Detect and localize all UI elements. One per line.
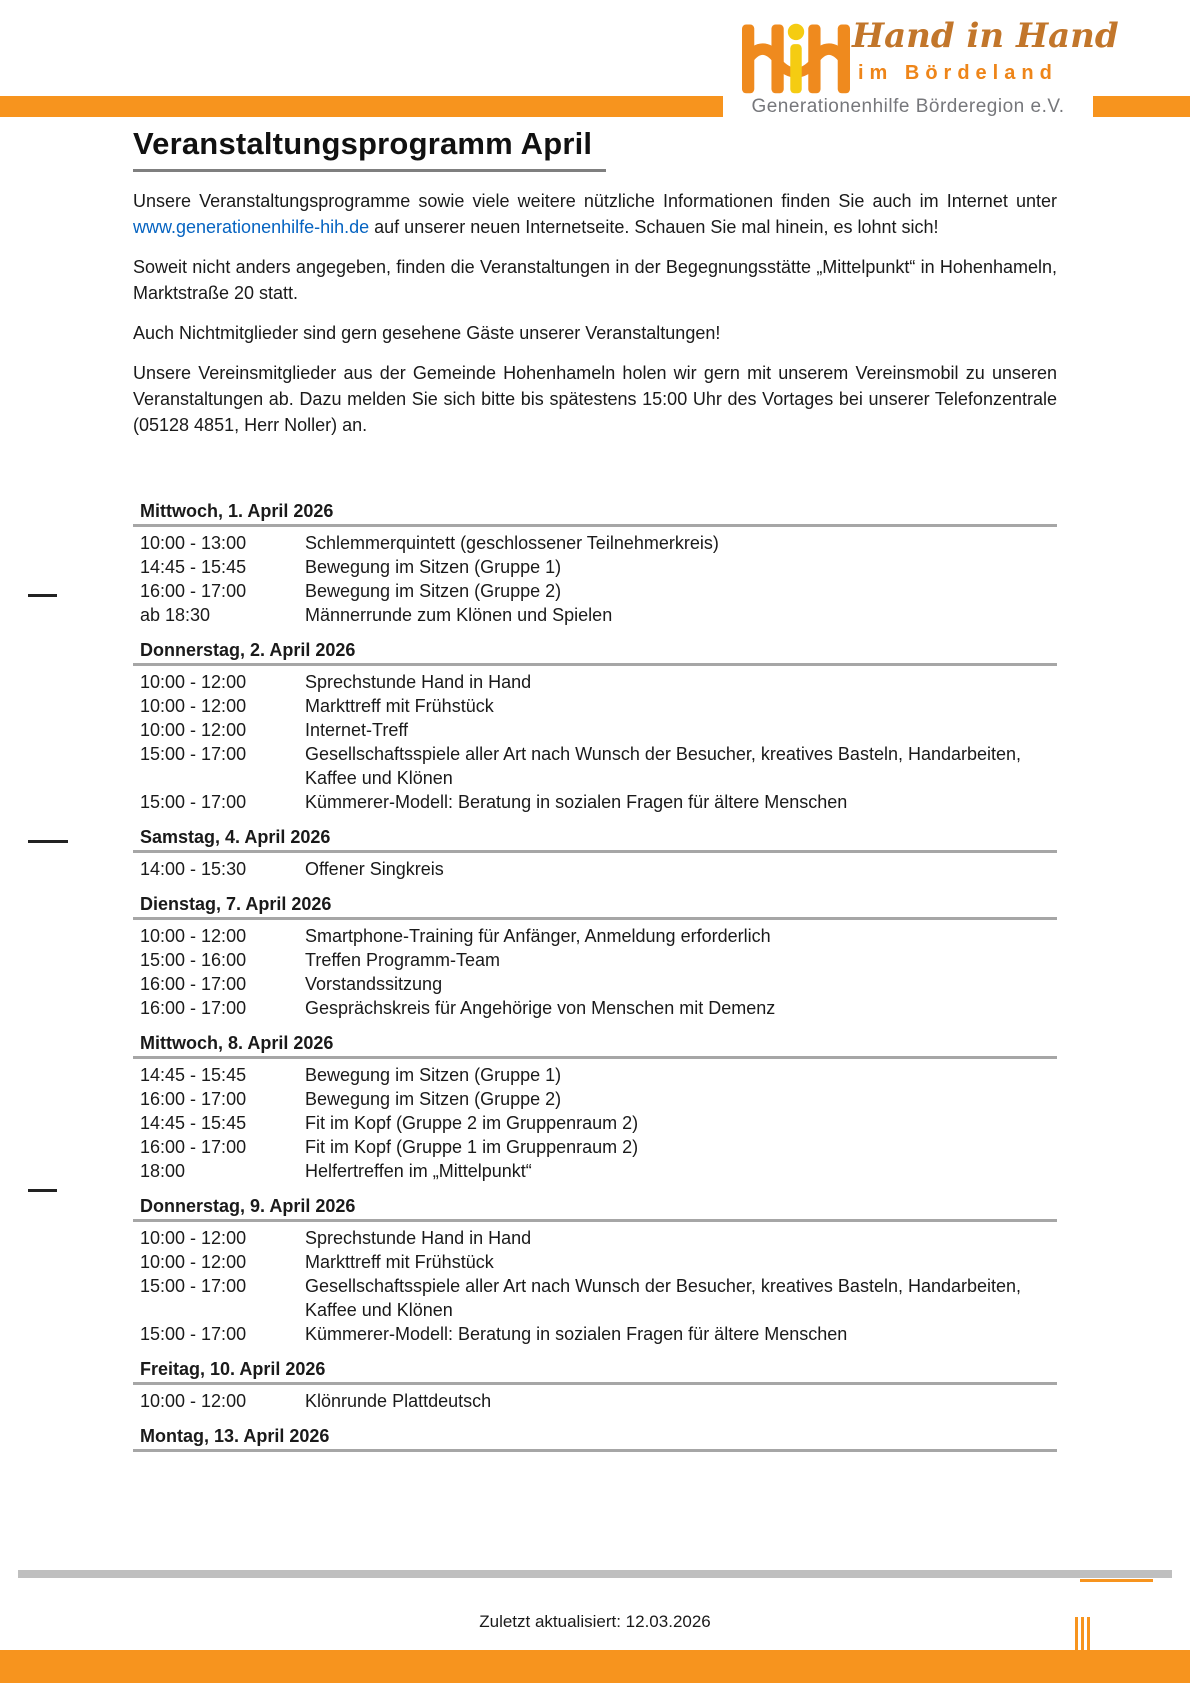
footer-divider bbox=[18, 1570, 1172, 1578]
event-time: 14:45 - 15:45 bbox=[140, 1065, 247, 1085]
event-row bbox=[133, 742, 1057, 790]
event-time: 10:00 - 12:00 bbox=[140, 926, 247, 946]
event-title: Fit im Kopf (Gruppe 2 im Gruppenraum 2) bbox=[305, 1113, 639, 1133]
event-title: Internet-Treff bbox=[305, 720, 409, 740]
event-row bbox=[133, 972, 1057, 996]
event-title: Bewegung im Sitzen (Gruppe 2) bbox=[305, 1089, 562, 1109]
event-row bbox=[133, 948, 1057, 972]
intro-paragraph-1 bbox=[133, 188, 1057, 240]
event-row bbox=[133, 924, 1057, 948]
event-time: 14:45 - 15:45 bbox=[140, 1113, 247, 1133]
hih-logo-icon bbox=[742, 12, 850, 96]
website-link[interactable]: www.generationenhilfe-hih.de bbox=[133, 217, 370, 237]
event-time: 10:00 - 12:00 bbox=[140, 1228, 247, 1248]
footer-divider-accent bbox=[1080, 1579, 1153, 1582]
event-title: Kümmerer-Modell: Beratung in sozialen Fragen für ältere Menschen bbox=[305, 792, 848, 812]
event-time: 10:00 - 12:00 bbox=[140, 696, 247, 716]
event-title: Klönrunde Plattdeutsch bbox=[305, 1391, 492, 1411]
event-title: Vorstandssitzung bbox=[305, 974, 443, 994]
footer-note: Zuletzt aktualisiert: 12.03.2026 bbox=[479, 1612, 711, 1631]
event-title: Gesellschaftsspiele aller Art nach Wunsch der Besucher, kreatives Basteln, Handarbeiten, Kaffee und Klönen bbox=[305, 1276, 1022, 1320]
top-orange-bar bbox=[0, 96, 1190, 117]
event-time: 15:00 - 17:00 bbox=[140, 1276, 247, 1296]
event-title: Sprechstunde Hand in Hand bbox=[305, 672, 532, 692]
event-title: Sprechstunde Hand in Hand bbox=[305, 1228, 532, 1248]
event-row bbox=[133, 1159, 1057, 1183]
event-time: 14:45 - 15:45 bbox=[140, 557, 247, 577]
event-row bbox=[133, 790, 1057, 814]
event-time: 16:00 - 17:00 bbox=[140, 998, 247, 1018]
event-time: 16:00 - 17:00 bbox=[140, 1089, 247, 1109]
event-time: 10:00 - 12:00 bbox=[140, 672, 247, 692]
event-time: 16:00 - 17:00 bbox=[140, 581, 247, 601]
intro-paragraph-2: Soweit nicht anders angegeben, finden die Veranstaltungen in der Begegnungsstätte „Mittelpunkt“ in Hohenhameln, Marktstraße 20 statt. bbox=[133, 257, 1057, 303]
event-row bbox=[133, 996, 1057, 1020]
event-title: Gesprächskreis für Angehörige von Menschen mit Demenz bbox=[305, 998, 776, 1018]
day-section bbox=[133, 893, 1057, 1020]
event-time: 10:00 - 12:00 bbox=[140, 1252, 247, 1272]
event-title: Helfertreffen im „Mittelpunkt“ bbox=[305, 1161, 532, 1181]
event-title: Bewegung im Sitzen (Gruppe 1) bbox=[305, 557, 562, 577]
brand-name: Hand in Hand bbox=[852, 16, 1119, 56]
fold-mark bbox=[28, 594, 57, 597]
event-row bbox=[133, 1063, 1057, 1087]
event-time: ab 18:30 bbox=[140, 605, 211, 625]
intro-p1-text-after: auf unserer neuen Internetseite. Schauen Sie mal hinein, es lohnt sich! bbox=[369, 217, 939, 237]
title-wrap bbox=[133, 126, 606, 172]
event-row bbox=[133, 579, 1057, 603]
fold-mark bbox=[28, 840, 68, 843]
intro bbox=[133, 188, 1057, 452]
event-title: Fit im Kopf (Gruppe 1 im Gruppenraum 2) bbox=[305, 1137, 639, 1157]
event-row bbox=[133, 1250, 1057, 1274]
intro-p1-text-before: Unsere Veranstaltungsprogramme sowie viele weitere nützliche Informationen finden Sie auch im Internet unter bbox=[133, 191, 1057, 211]
event-row bbox=[133, 603, 1057, 627]
event-title: Kümmerer-Modell: Beratung in sozialen Fragen für ältere Menschen bbox=[305, 1324, 848, 1344]
day-section bbox=[133, 1358, 1057, 1413]
day-header: Samstag, 4. April 2026 bbox=[133, 826, 1057, 853]
event-row bbox=[133, 531, 1057, 555]
event-row bbox=[133, 718, 1057, 742]
event-time: 15:00 - 17:00 bbox=[140, 792, 247, 812]
event-row bbox=[133, 1274, 1057, 1322]
day-header: Freitag, 10. April 2026 bbox=[133, 1358, 1057, 1385]
day-header: Dienstag, 7. April 2026 bbox=[133, 893, 1057, 920]
day-header: Mittwoch, 1. April 2026 bbox=[133, 500, 1057, 527]
event-row bbox=[133, 555, 1057, 579]
event-title: Männerrunde zum Klönen und Spielen bbox=[305, 605, 613, 625]
page-title: Veranstaltungsprogramm April bbox=[133, 126, 606, 172]
bottom-orange-bar bbox=[0, 1650, 1190, 1683]
day-section bbox=[133, 1195, 1057, 1346]
intro-paragraph-4: Unsere Vereinsmitglieder aus der Gemeinde Hohenhameln holen wir gern mit unserem Vereinsmobil zu unseren Veranstaltungen ab. Dazu melden Sie sich bitte bis spätestens 15:00 Uhr des Vortages bei unserer Telefonzentrale (05128 4851, Herr Noller) an. bbox=[133, 363, 1057, 435]
event-time: 10:00 - 13:00 bbox=[140, 533, 247, 553]
schedule bbox=[133, 500, 1057, 1456]
event-time: 15:00 - 17:00 bbox=[140, 744, 247, 764]
event-time: 14:00 - 15:30 bbox=[140, 859, 247, 879]
event-time: 16:00 - 17:00 bbox=[140, 974, 247, 994]
event-row bbox=[133, 1226, 1057, 1250]
event-time: 15:00 - 16:00 bbox=[140, 950, 247, 970]
event-row bbox=[133, 1087, 1057, 1111]
day-section bbox=[133, 1032, 1057, 1183]
day-header: Mittwoch, 8. April 2026 bbox=[133, 1032, 1057, 1059]
event-time: 16:00 - 17:00 bbox=[140, 1137, 247, 1157]
org-name: Generationenhilfe Börderegion e.V. bbox=[751, 96, 1065, 117]
event-row bbox=[133, 1389, 1057, 1413]
event-title: Markttreff mit Frühstück bbox=[305, 1252, 494, 1272]
day-header: Donnerstag, 9. April 2026 bbox=[133, 1195, 1057, 1222]
day-section bbox=[133, 639, 1057, 814]
event-title: Bewegung im Sitzen (Gruppe 2) bbox=[305, 581, 562, 601]
org-name-box bbox=[723, 94, 1093, 120]
event-time: 10:00 - 12:00 bbox=[140, 720, 247, 740]
event-row bbox=[133, 670, 1057, 694]
event-time: 18:00 bbox=[140, 1161, 186, 1181]
fold-mark bbox=[28, 1189, 57, 1192]
event-title: Offener Singkreis bbox=[305, 859, 444, 879]
event-row bbox=[133, 694, 1057, 718]
event-row bbox=[133, 1322, 1057, 1346]
day-header: Donnerstag, 2. April 2026 bbox=[133, 639, 1057, 666]
day-section bbox=[133, 1425, 1057, 1452]
event-time: 15:00 - 17:00 bbox=[140, 1324, 247, 1344]
event-title: Gesellschaftsspiele aller Art nach Wunsch der Besucher, kreatives Basteln, Handarbeiten, Kaffee und Klönen bbox=[305, 744, 1022, 788]
intro-paragraph-3: Auch Nichtmitglieder sind gern gesehene Gäste unserer Veranstaltungen! bbox=[133, 323, 721, 343]
footer-ticks-icon bbox=[1075, 1617, 1090, 1650]
brand-region: im Bördeland bbox=[858, 62, 1058, 84]
event-title: Smartphone-Training für Anfänger, Anmeldung erforderlich bbox=[305, 926, 771, 946]
event-title: Schlemmerquintett (geschlossener Teilnehmerkreis) bbox=[305, 533, 719, 553]
day-section bbox=[133, 826, 1057, 881]
event-title: Treffen Programm-Team bbox=[305, 950, 501, 970]
event-title: Markttreff mit Frühstück bbox=[305, 696, 494, 716]
event-row bbox=[133, 1111, 1057, 1135]
day-section bbox=[133, 500, 1057, 627]
event-time: 10:00 - 12:00 bbox=[140, 1391, 247, 1411]
event-title: Bewegung im Sitzen (Gruppe 1) bbox=[305, 1065, 562, 1085]
event-row bbox=[133, 1135, 1057, 1159]
event-row bbox=[133, 857, 1057, 881]
day-header: Montag, 13. April 2026 bbox=[133, 1425, 1057, 1452]
